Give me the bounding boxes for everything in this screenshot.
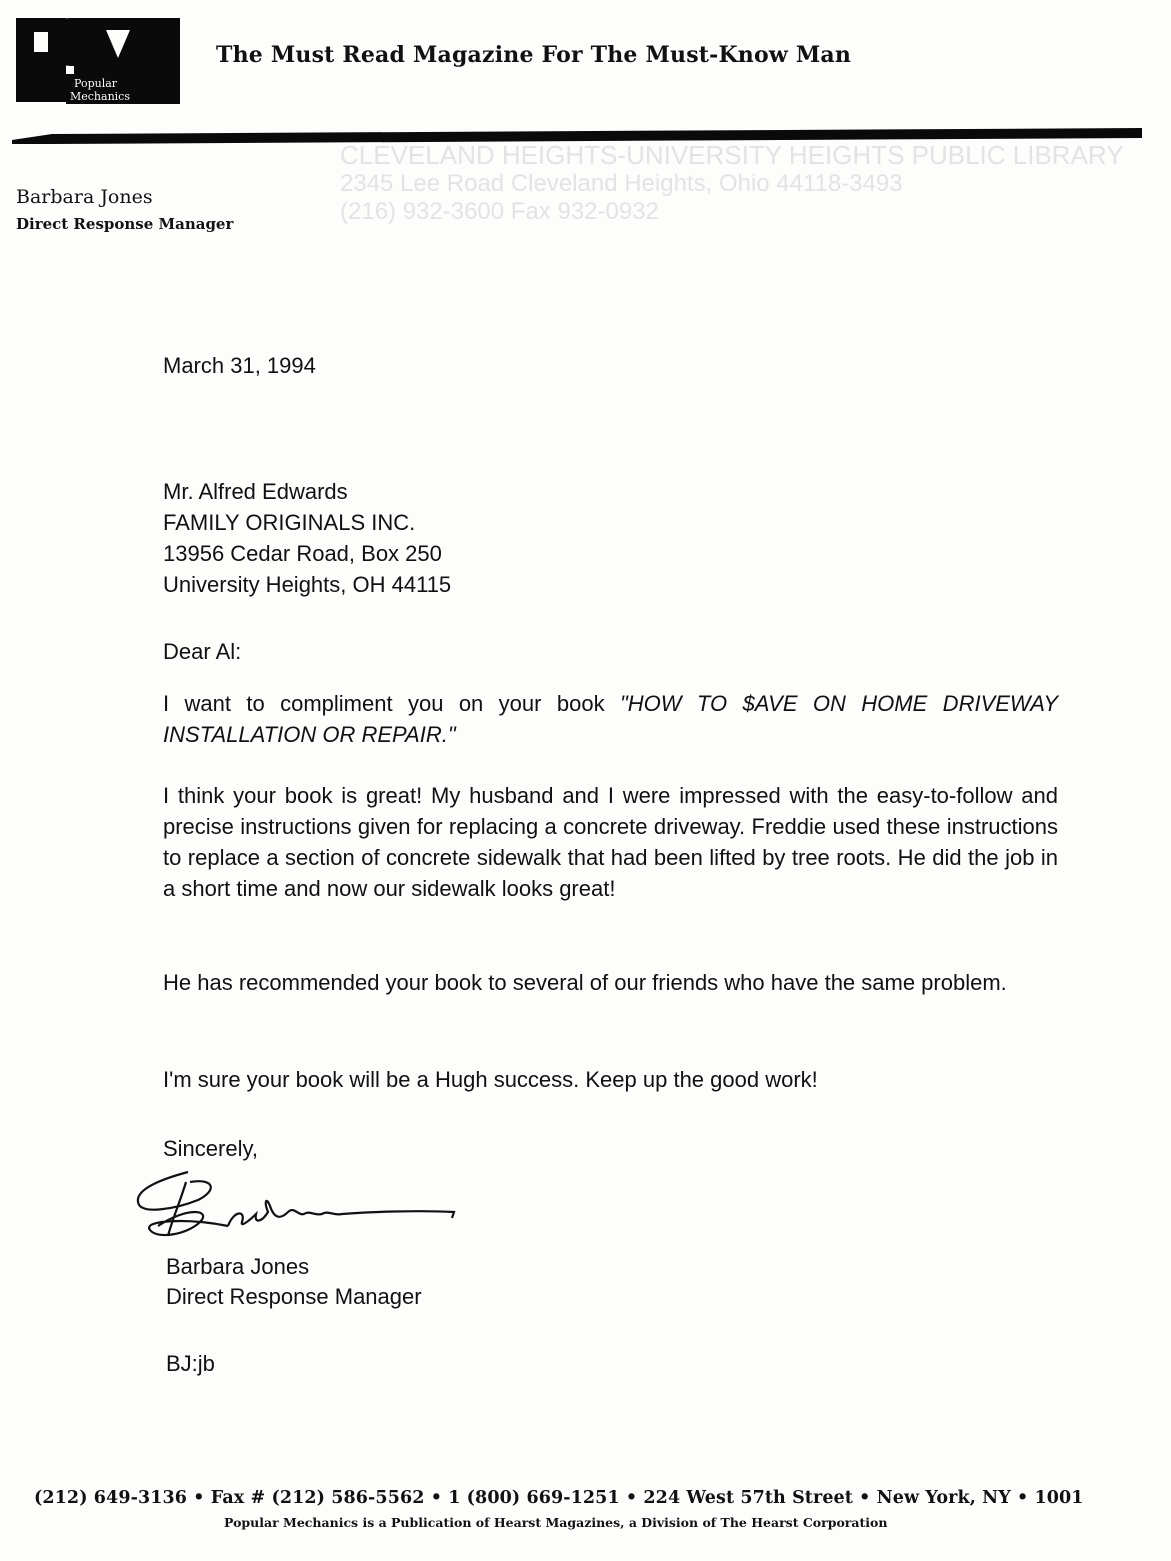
reference-initials: BJ:jb	[166, 1351, 215, 1376]
footer-publisher-line: Popular Mechanics is a Publication of Hearst Magazines, a Division of The Hearst Corporation	[224, 1515, 888, 1530]
signature	[128, 1160, 468, 1246]
footer-contact-line: (212) 649-3136 • Fax # (212) 586-5562 • 1 (800) 669-1251 • 224 West 57th Street • New York, NY • 1001	[34, 1488, 1084, 1508]
letterhead-sender-name: Barbara Jones	[16, 186, 153, 208]
letter-date: March 31, 1994	[163, 353, 316, 378]
signer-title: Direct Response Manager	[166, 1284, 422, 1309]
book-title: "HOW TO $AVE ON HOME DRIVEWAY INSTALLATION OR REPAIR."	[163, 691, 1058, 747]
popular-mechanics-logo	[14, 14, 182, 106]
paragraph-3: He has recommended your book to several of our friends who have the same problem.	[163, 970, 1007, 995]
bleed-library-address: 2345 Lee Road Cleveland Heights, Ohio 44118-3493	[340, 170, 903, 197]
signer-name: Barbara Jones	[166, 1254, 310, 1279]
closing: Sincerely,	[163, 1136, 258, 1161]
paragraph-4: I'm sure your book will be a Hugh success. Keep up the good work!	[163, 1067, 818, 1092]
recipient-city: University Heights, OH 44115	[163, 572, 452, 597]
paragraph-1-text: I want to compliment you on your book	[163, 691, 620, 716]
tagline: The Must Read Magazine For The Must-Know Man	[216, 42, 852, 68]
recipient-name: Mr. Alfred Edwards	[163, 479, 348, 504]
paragraph-1	[163, 688, 1058, 750]
recipient-street: 13956 Cedar Road, Box 250	[163, 541, 442, 566]
recipient-company: FAMILY ORIGINALS INC.	[163, 510, 416, 535]
letterhead-sender-title: Direct Response Manager	[16, 215, 234, 233]
salutation: Dear Al:	[163, 639, 242, 664]
paragraph-2: I think your book is great! My husband and I were impressed with the easy-to-follow and precise instructions given for replacing a concrete driveway. Freddie used these instructions to replace a section of concrete sidewalk that had been lifted by tree roots. He did the job in a short time and now our sidewalk looks great!	[163, 783, 1058, 901]
bleed-library-name: CLEVELAND HEIGHTS-UNIVERSITY HEIGHTS PUBLIC LIBRARY	[340, 140, 1124, 170]
svg-text:Popular: Popular	[74, 77, 118, 90]
svg-text:Mechanics: Mechanics	[70, 90, 130, 103]
bleed-library-phone: (216) 932-3600 Fax 932-0932	[340, 198, 659, 225]
